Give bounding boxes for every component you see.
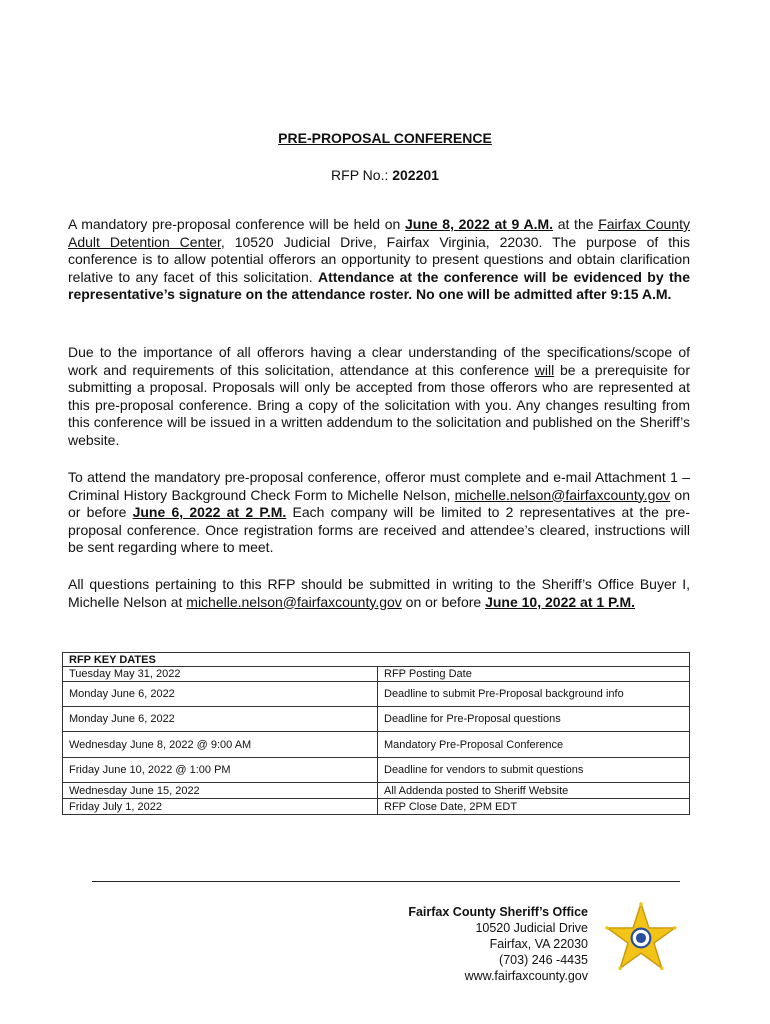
date-cell: Wednesday June 8, 2022 @ 9:00 AM: [63, 732, 378, 758]
questions-deadline: June 10, 2022 at 1 P.M.: [485, 593, 636, 610]
table-header-row: [63, 653, 690, 667]
event-cell: RFP Posting Date: [378, 667, 690, 682]
table-row: [63, 783, 690, 799]
table-row: [63, 667, 690, 682]
key-dates-table: [62, 652, 690, 815]
text: A mandatory pre-proposal conference will be held on: [68, 216, 405, 232]
text: Each company will be limited to 2 representatives at the pre-proposal conference. Once registration forms are received and attendee’s cleared, instructions will be sent regarding where to meet.: [68, 504, 690, 556]
event-cell: Deadline to submit Pre-Proposal background info: [378, 682, 690, 707]
will-emphasis: will: [534, 361, 555, 378]
text: on or before: [401, 593, 486, 610]
paragraph-attend: [68, 469, 690, 557]
address-line-2: Fairfax, VA 22030: [489, 937, 588, 951]
date-cell: Friday July 1, 2022: [63, 799, 378, 815]
event-cell: Deadline for Pre-Proposal questions: [378, 707, 690, 732]
paragraph-questions: [68, 576, 690, 611]
event-cell: RFP Close Date, 2PM EDT: [378, 799, 690, 815]
conference-location-link[interactable]: Fairfax County Adult Detention Center: [68, 216, 690, 250]
star-tip: [660, 966, 664, 970]
date-cell: Friday June 10, 2022 @ 1:00 PM: [63, 758, 378, 783]
star-tip: [673, 926, 677, 930]
event-cell: All Addenda posted to Sheriff Website: [378, 783, 690, 799]
table-row: [63, 732, 690, 758]
text: be a prerequisite for submitting a proposal. Proposals will only be accepted from those offerors who are represented at this pre-proposal conference. Bring a copy of the solicitation with you. Any changes resulting from this conference will be issued in a written addendum to the solicitation and published on the Sheriff’s website.: [68, 361, 691, 448]
address-line-1: 10520 Judicial Drive: [475, 921, 588, 935]
text: on or before: [68, 486, 691, 521]
paragraph-importance: [68, 344, 690, 450]
text: , 10520 Judicial Drive, Fairfax Virginia, 22030. The purpose of this conference is to allow potential offerors an opportunity to present questions and obtain clarification relative to any facet of this solicitation.: [68, 233, 690, 285]
text: To attend the mandatory pre-proposal conference, offeror must complete and e-mail Attachment 1 – Criminal History Background Check Form to Michelle Nelson,: [68, 469, 690, 503]
star-tip: [618, 966, 622, 970]
footer-divider: [92, 881, 680, 882]
footer-address: [380, 904, 588, 984]
table-row: [63, 758, 690, 783]
text: at the: [553, 216, 599, 232]
table-header: RFP KEY DATES: [63, 653, 690, 667]
rfp-number: 202201: [392, 167, 439, 183]
text: Due to the importance of all offerors having a clear understanding of the specifications/scope of work and requirements of this solicitation, attendance at this conference: [68, 344, 690, 378]
office-name: Fairfax County Sheriff’s Office: [408, 905, 588, 919]
paragraph-conference: [68, 216, 690, 304]
text: All questions pertaining to this RFP should be submitted in writing to the Sheriff’s Office Buyer I, Michelle Nelson at: [68, 576, 690, 610]
email-link[interactable]: michelle.nelson@fairfaxcounty.gov: [186, 593, 402, 610]
sheriff-badge-star-icon: [605, 902, 677, 974]
table-row: [63, 682, 690, 707]
email-link[interactable]: michelle.nelson@fairfaxcounty.gov: [454, 486, 671, 503]
event-cell: Deadline for vendors to submit questions: [378, 758, 690, 783]
registration-deadline: June 6, 2022 at 2 P.M.: [132, 504, 287, 521]
date-cell: Wednesday June 15, 2022: [63, 783, 378, 799]
star-tip: [639, 902, 643, 906]
event-cell: Mandatory Pre-Proposal Conference: [378, 732, 690, 758]
website-link[interactable]: www.fairfaxcounty.gov: [464, 969, 588, 983]
date-cell: Monday June 6, 2022: [63, 682, 378, 707]
table-row: [63, 799, 690, 815]
date-cell: Monday June 6, 2022: [63, 707, 378, 732]
phone-number: (703) 246 -4435: [499, 953, 588, 967]
seal-core: [636, 933, 646, 943]
rfp-number-line: [0, 167, 770, 183]
attendance-notice: Attendance at the conference will be evidenced by the representative’s signature on the attendance roster. No one will be admitted after 9:15 A.M.: [68, 268, 690, 303]
page-title: PRE-PROPOSAL CONFERENCE: [278, 130, 492, 146]
star-tip: [605, 926, 609, 930]
conference-date: June 8, 2022 at 9 A.M.: [404, 216, 554, 232]
table-row: [63, 707, 690, 732]
date-cell: Tuesday May 31, 2022: [63, 667, 378, 682]
rfp-label: RFP No.:: [331, 167, 389, 183]
